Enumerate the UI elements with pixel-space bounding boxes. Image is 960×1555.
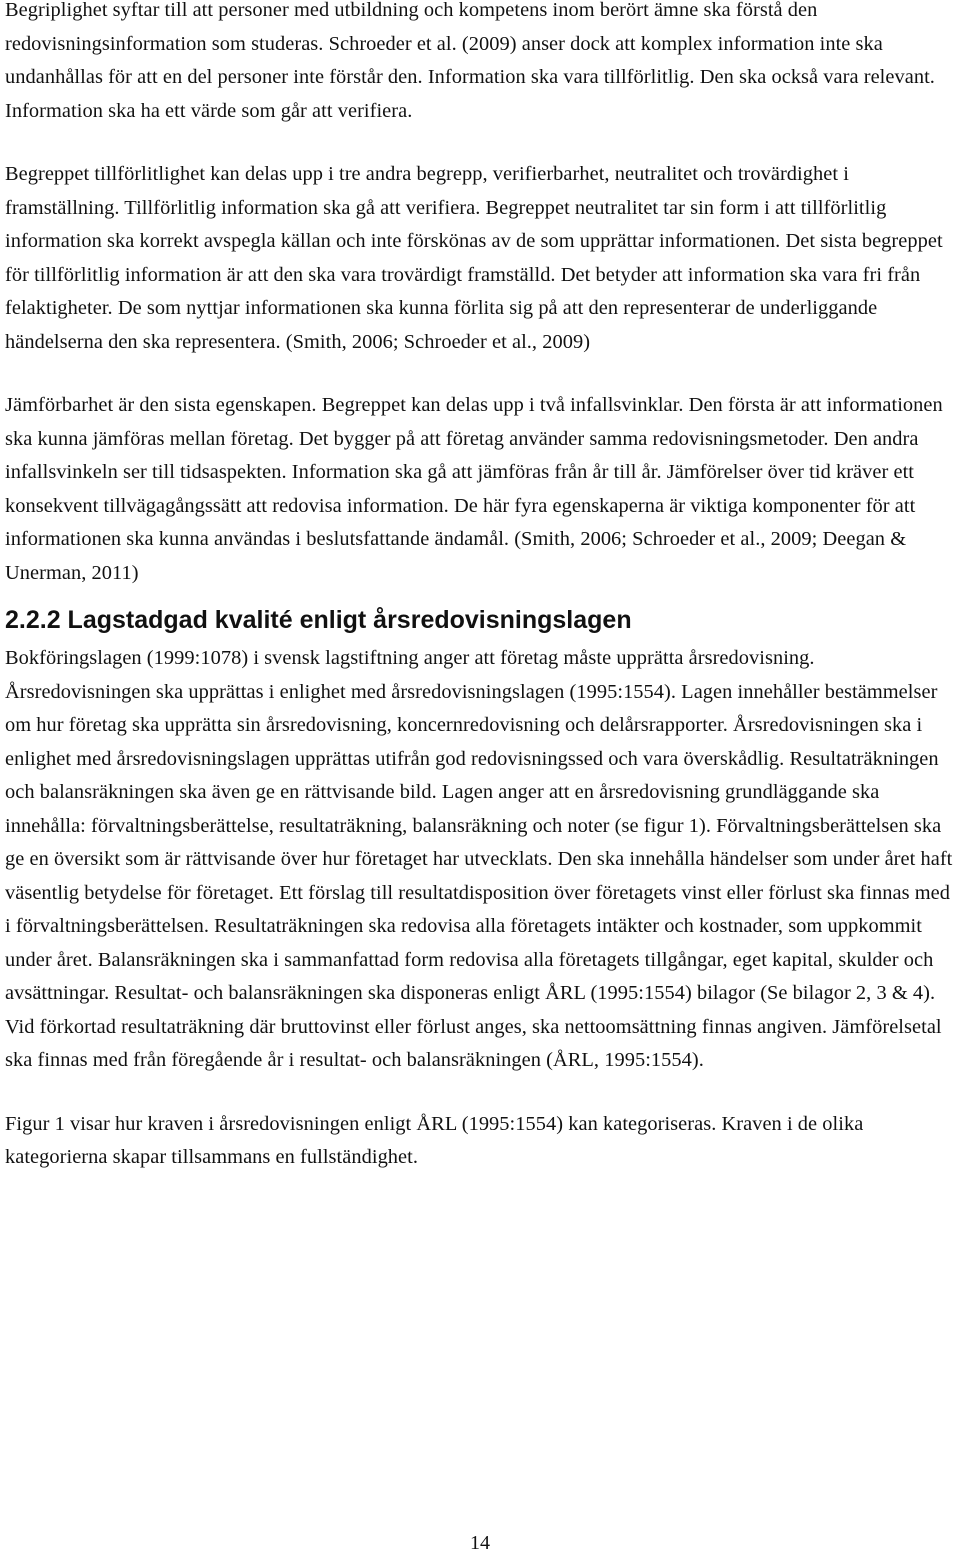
paragraph-spacer xyxy=(5,590,957,602)
paragraph-begriplighet: Begriplighet syftar till att personer med utbildning och kompetens inom berört ämne ska förstå den redovisningsinformation som studeras. Schroeder et al. (2009) anser dock att komplex information inte ska undanhållas för att en del personer inte förstår den. Information ska vara tillförlitlig. Den ska också vara relevant. Information ska ha ett värde som går att verifiera. xyxy=(5,0,935,122)
paragraph-spacer xyxy=(5,128,957,158)
page-number: 14 xyxy=(470,1532,490,1554)
document-page xyxy=(5,0,957,1175)
paragraph-figur-1: Figur 1 visar hur kraven i årsredovisningen enligt ÅRL (1995:1554) kan kategoriseras. Kraven i de olika kategorierna skapar tillsammans en fullständighet. xyxy=(5,1112,864,1168)
paragraph-spacer xyxy=(5,359,957,389)
paragraph-spacer xyxy=(5,1078,957,1108)
paragraph-jamforbarhet: Jämförbarhet är den sista egenskapen. Begreppet kan delas upp i två infallsvinklar. Den första är att informationen ska kunna jämföras mellan företag. Det bygger på att företag använder samma redovisningsmetoder. Den andra infallsvinkeln ser till tidsaspekten. Information ska gå att jämföras från år till år. Jämförelser över tid kräver ett konsekvent tillvägagångssätt att redovisa information. De här fyra egenskaperna är viktiga komponenter för att informationen ska kunna användas i beslutsfattande ändamål. (Smith, 2006; Schroeder et al., 2009; Deegan & Unerman, 2011) xyxy=(5,394,943,584)
paragraph-tillforlitlighet: Begreppet tillförlitlighet kan delas upp i tre andra begrepp, verifierbarhet, neutralitet och trovärdighet i framställning. Tillförlitlig information ska gå att verifiera. Begreppet neutralitet tar sin form i att tillförlitlig information ska korrekt avspegla källan och inte förskönas av de som upprättar informationen. Det sista begreppet för tillförlitlig information är att den ska vara trovärdigt framställd. Det betyder att information ska vara fri från felaktigheter. De som nyttjar informationen ska kunna förlita sig på att den representerar de underliggande händelserna den ska representera. (Smith, 2006; Schroeder et al., 2009) xyxy=(5,163,943,353)
paragraph-bokforingslagen: Bokföringslagen (1999:1078) i svensk lagstiftning anger att företag måste upprätta årsredovisning. Årsredovisningen ska upprättas i enlighet med årsredovisningslagen (1995:1554). Lagen innehåller bestämmelser om hur företag ska upprätta sin årsredovisning, koncernredovisning och delårsrapporter. Årsredovisningen ska i enlighet med årsredovisningslagen upprättas utifrån god redovisningssed och vara överskådlig. Resultaträkningen och balansräkningen ska även ge en rättvisande bild. Lagen anger att en årsredovisning grundläggande ska innehålla: förvaltningsberättelse, resultaträkning, balansräkning och noter (se figur 1). Förvaltningsberättelsen ska ge en översikt som är rättvisande över hur företaget har utvecklats. Den ska innehålla händelser som under året haft väsentlig betydelse för företaget. Ett förslag till resultatdisposition över företagets vinst eller förlust ska finnas med i förvaltningsberättelsen. Resultaträkningen ska redovisa alla företagets intäkter och kostnader, som uppkommit under året. Balansräkningen ska i sammanfattad form redovisa alla företagets tillgångar, eget kapital, skulder och avsättningar. Resultat- och balansräkningen ska disponeras enligt ÅRL (1995:1554) bilagor (Se bilagor 2, 3 & 4). Vid förkortad resultaträkning där bruttovinst eller förlust anges, ska nettoomsättning finnas angiven. Jämförelsetal ska finnas med från föregående år i resultat- och balansräkningen (ÅRL, 1995:1554). xyxy=(5,647,953,1071)
section-heading: 2.2.2 Lagstadgad kvalité enligt årsredovisningslagen xyxy=(5,606,632,634)
